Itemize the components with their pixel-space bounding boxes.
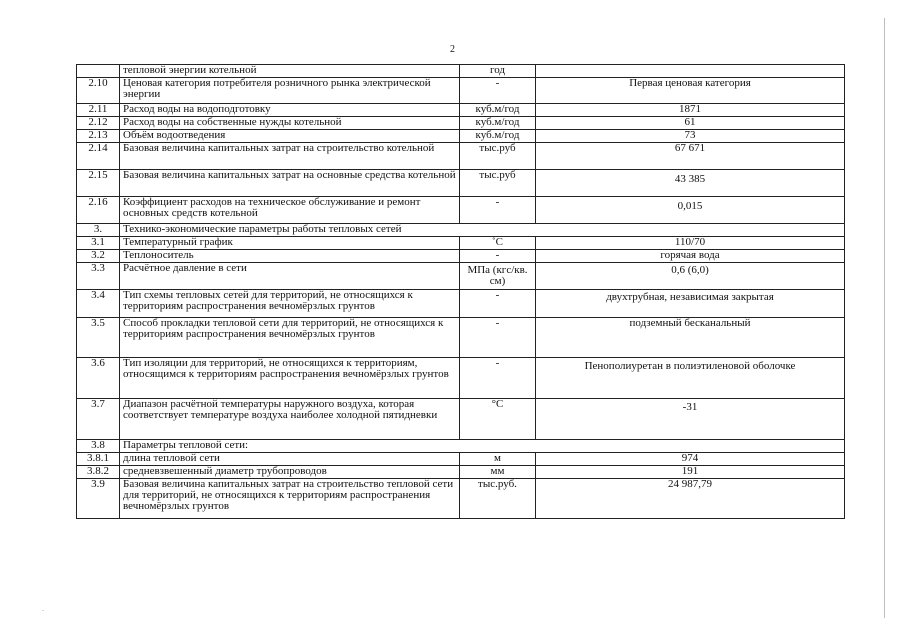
row-number: 3.8.2	[77, 466, 120, 479]
row-name: Диапазон расчётной температуры наружного воздуха, которая соответствует температуре воздуха наиболее холодной пятидневки	[120, 399, 460, 440]
row-unit: -	[460, 250, 536, 263]
row-number: 3.8.1	[77, 453, 120, 466]
row-number: 3.	[77, 224, 120, 237]
scan-corner-mark: .	[42, 604, 44, 613]
row-name: Базовая величина капитальных затрат на строительство тепловой сети для территорий, не относящихся к территориям распространения вечномёрзлых грунтов	[120, 479, 460, 519]
row-value: 24 987,79	[536, 479, 845, 519]
row-unit: год	[460, 65, 536, 78]
row-value: Первая ценовая категория	[536, 78, 845, 104]
row-number: 2.14	[77, 143, 120, 170]
row-value: горячая вода	[536, 250, 845, 263]
row-value: 191	[536, 466, 845, 479]
row-value: 0,015	[536, 197, 845, 224]
section-title: Параметры тепловой сети:	[120, 440, 845, 453]
row-value: 73	[536, 130, 845, 143]
table-row	[77, 399, 845, 440]
table-row	[77, 250, 845, 263]
row-value: 43 385	[536, 170, 845, 197]
table-row	[77, 318, 845, 358]
row-unit: -	[460, 78, 536, 104]
row-name: Коэффициент расходов на техническое обслуживание и ремонт основных средств котельной	[120, 197, 460, 224]
table-row	[77, 290, 845, 318]
row-number: 3.9	[77, 479, 120, 519]
table-row	[77, 130, 845, 143]
row-unit: ˚С	[460, 237, 536, 250]
row-name: средневзвешенный диаметр трубопроводов	[120, 466, 460, 479]
row-name: Тип схемы тепловых сетей для территорий, не относящихся к территориям распространения вечномёрзлых грунтов	[120, 290, 460, 318]
row-name: Тип изоляции для территорий, не относящихся к территориям, относящимся к территориям распространения вечномёрзлых грунтов	[120, 358, 460, 399]
section-row	[77, 224, 845, 237]
row-number: 2.15	[77, 170, 120, 197]
row-number: 3.3	[77, 263, 120, 290]
table-row	[77, 263, 845, 290]
row-unit: МПа (кгс/кв. см)	[460, 263, 536, 290]
page-number: 2	[450, 44, 455, 55]
row-number: 3.5	[77, 318, 120, 358]
table-row	[77, 453, 845, 466]
row-number: 2.13	[77, 130, 120, 143]
row-unit: м	[460, 453, 536, 466]
table-row	[77, 65, 845, 78]
row-name: длина тепловой сети	[120, 453, 460, 466]
row-unit: тыс.руб.	[460, 479, 536, 519]
row-unit: куб.м/год	[460, 117, 536, 130]
section-row	[77, 440, 845, 453]
row-value: 61	[536, 117, 845, 130]
row-number: 3.1	[77, 237, 120, 250]
row-number: 2.12	[77, 117, 120, 130]
row-name: тепловой энергии котельной	[120, 65, 460, 78]
row-unit: куб.м/год	[460, 130, 536, 143]
table-row	[77, 466, 845, 479]
row-name: Теплоноситель	[120, 250, 460, 263]
row-value: Пенополиуретан в полиэтиленовой оболочке	[536, 358, 845, 399]
row-number: 3.8	[77, 440, 120, 453]
row-unit: °С	[460, 399, 536, 440]
row-number: 2.16	[77, 197, 120, 224]
row-name: Расход воды на собственные нужды котельной	[120, 117, 460, 130]
row-unit: -	[460, 358, 536, 399]
row-number: 2.11	[77, 104, 120, 117]
row-number: 3.6	[77, 358, 120, 399]
row-name: Температурный график	[120, 237, 460, 250]
table-row	[77, 358, 845, 399]
row-unit: тыс.руб	[460, 170, 536, 197]
row-number: 2.10	[77, 78, 120, 104]
table-row	[77, 479, 845, 519]
row-value: 67 671	[536, 143, 845, 170]
row-name: Способ прокладки тепловой сети для территорий, не относящихся к территориям распространения вечномёрзлых грунтов	[120, 318, 460, 358]
row-number: 3.2	[77, 250, 120, 263]
section-title: Технико-экономические параметры работы тепловых сетей	[120, 224, 845, 237]
row-value: 1871	[536, 104, 845, 117]
table-row	[77, 104, 845, 117]
row-unit: мм	[460, 466, 536, 479]
row-value: 0,6 (6,0)	[536, 263, 845, 290]
row-name: Расход воды на водоподготовку	[120, 104, 460, 117]
row-unit: -	[460, 197, 536, 224]
table-row	[77, 143, 845, 170]
table-row	[77, 78, 845, 104]
row-name: Объём водоотведения	[120, 130, 460, 143]
row-unit: -	[460, 290, 536, 318]
table-row	[77, 170, 845, 197]
row-name: Базовая величина капитальных затрат на основные средства котельной	[120, 170, 460, 197]
row-name: Расчётное давление в сети	[120, 263, 460, 290]
row-number	[77, 65, 120, 78]
parameters-table	[76, 64, 845, 519]
row-value: подземный бесканальный	[536, 318, 845, 358]
row-value: 110/70	[536, 237, 845, 250]
row-value	[536, 65, 845, 78]
table-row	[77, 197, 845, 224]
table-row	[77, 237, 845, 250]
row-unit: тыс.руб	[460, 143, 536, 170]
table-row	[77, 117, 845, 130]
row-value: двухтрубная, независимая закрытая	[536, 290, 845, 318]
row-unit: куб.м/год	[460, 104, 536, 117]
row-value: -31	[536, 399, 845, 440]
row-name: Ценовая категория потребителя розничного рынка электрической энергии	[120, 78, 460, 104]
scan-edge-line	[884, 18, 885, 618]
row-value: 974	[536, 453, 845, 466]
row-number: 3.4	[77, 290, 120, 318]
row-unit: -	[460, 318, 536, 358]
row-name: Базовая величина капитальных затрат на строительство котельной	[120, 143, 460, 170]
row-number: 3.7	[77, 399, 120, 440]
